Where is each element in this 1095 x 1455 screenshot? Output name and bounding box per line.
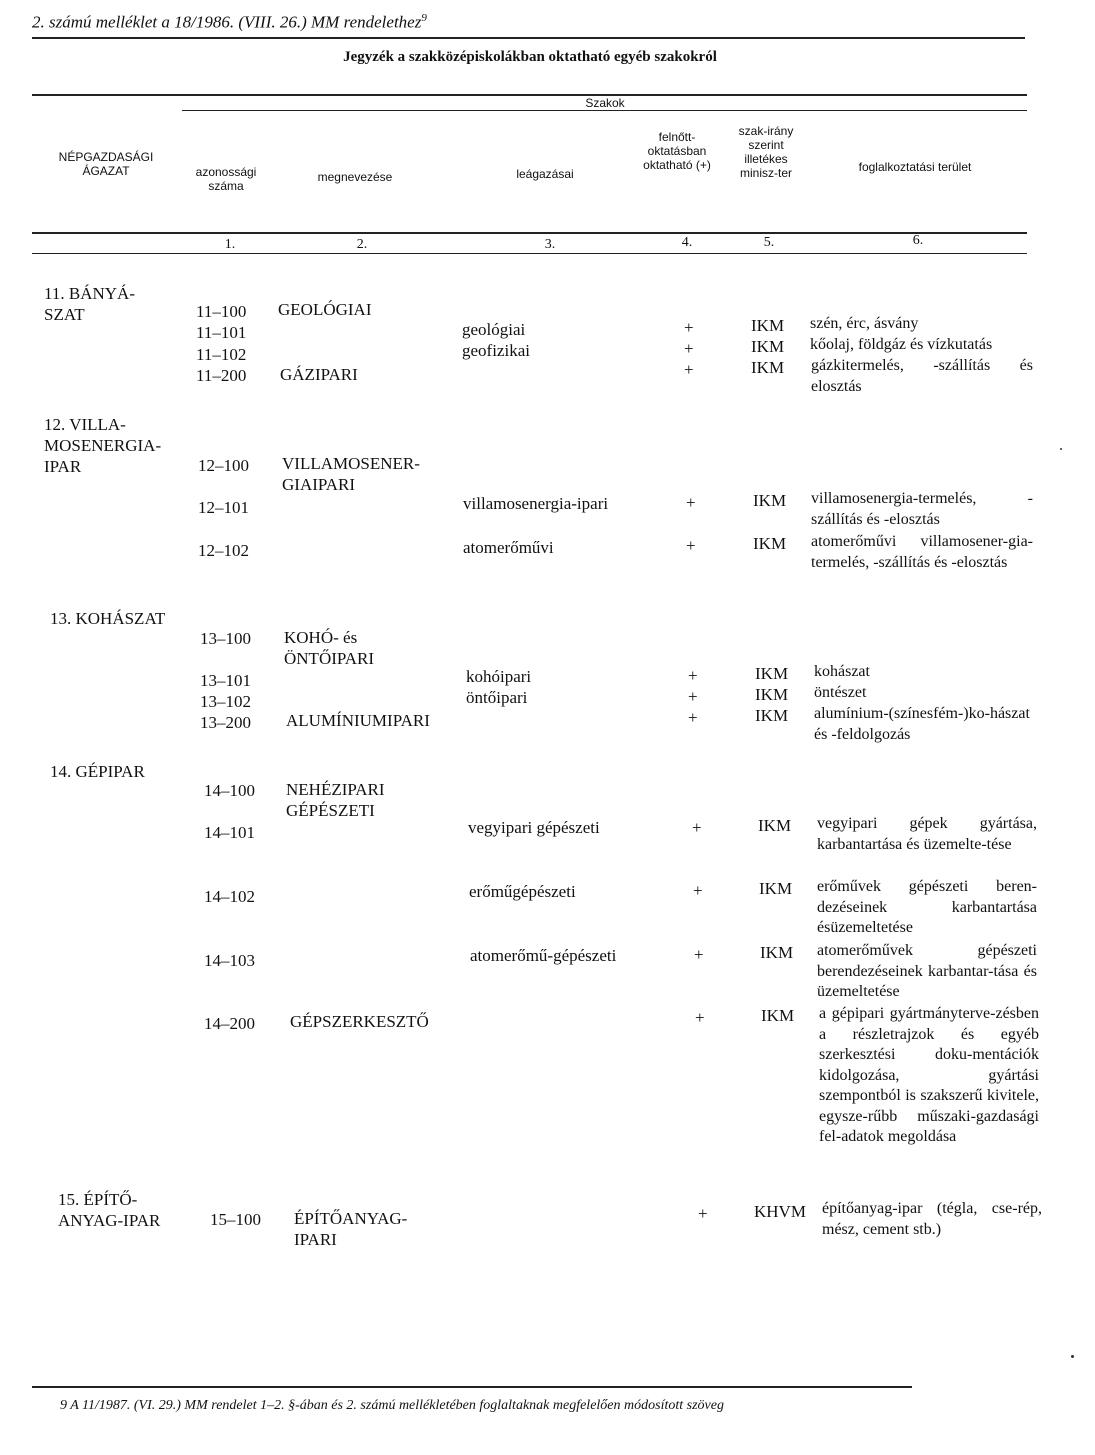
row-name: GÉPSZERKESZTŐ	[290, 1012, 429, 1031]
col-number: 3.	[544, 237, 556, 252]
col-number: 4.	[681, 235, 693, 250]
row-adult: +	[688, 687, 698, 706]
row-occupation: kőolaj, földgáz és vízkutatás	[810, 336, 993, 353]
sector-label: 13. KOHÁSZAT	[50, 609, 166, 628]
scan-speck	[1060, 448, 1062, 450]
row-adult: +	[686, 493, 696, 512]
row-adult: +	[686, 536, 696, 555]
row-branch: kohóipari	[466, 667, 532, 686]
sector-label: 11. BÁNYÁ-SZAT	[44, 284, 135, 324]
row-occupation: atomerőművek gépészeti berendezéseinek karbantar-tása és üzemeltetése	[817, 942, 1037, 1000]
row-branch: villamosenergia-ipari	[463, 494, 609, 513]
header-bottom-rule	[32, 232, 1027, 234]
row-occupation: vegyipari gépek gyártása, karbantartása és üzemelte-tése	[817, 815, 1037, 853]
footnote-ref: 9	[421, 12, 427, 24]
header-underline	[32, 37, 1025, 39]
col-header-branches: leágazásai	[516, 167, 574, 181]
row-occupation: atomerőművi villamosener-gia-termelés, -szállítás és -elosztás	[811, 533, 1033, 571]
row-id: 13–100	[200, 629, 251, 648]
row-adult: +	[684, 339, 694, 358]
row-ministry: IKM	[760, 943, 794, 962]
sector-label: 12. VILLA-MOSENERGIA-IPAR	[44, 415, 162, 476]
row-id: 11–200	[196, 366, 247, 385]
row-name: VILLAMOSENER-GIAIPARI	[282, 454, 420, 494]
sector-label: 14. GÉPIPAR	[50, 762, 145, 781]
row-adult: +	[698, 1204, 708, 1223]
row-branch: erőműgépészeti	[469, 882, 576, 901]
row-name: GEOLÓGIAI	[278, 300, 372, 319]
row-adult: +	[684, 360, 694, 379]
col-header-adult: felnőtt-oktatásban oktatható (+)	[643, 130, 711, 172]
row-name: ÉPÍTŐANYAG-IPARI	[294, 1209, 408, 1249]
row-id: 12–101	[198, 498, 249, 517]
row-id: 13–101	[200, 671, 251, 690]
group-header-szakok: Szakok	[585, 96, 625, 110]
sector-label: 15. ÉPÍTŐ-ANYAG-IPAR	[58, 1190, 161, 1230]
row-adult: +	[688, 708, 698, 727]
table-top-rule	[32, 94, 1027, 96]
col-number: 6.	[912, 233, 924, 248]
row-id: 14–101	[204, 823, 255, 842]
footnote-rule	[32, 1386, 912, 1388]
row-ministry: IKM	[758, 816, 792, 835]
row-occupation: kohászat	[814, 663, 870, 680]
row-ministry: IKM	[755, 664, 789, 683]
row-id: 15–100	[210, 1210, 261, 1229]
col-header-name: megnevezése	[317, 170, 393, 184]
col-header-ministry: szak-irány szerint illetékes minisz-ter	[738, 124, 794, 180]
row-occupation: erőművek gépészeti beren-dezéseinek karbantartása ésüzemeltetése	[817, 878, 1037, 936]
row-ministry: IKM	[751, 358, 785, 377]
row-occupation: szén, érc, ásvány	[810, 315, 919, 332]
row-id: 11–100	[196, 302, 247, 321]
row-branch: öntőipari	[466, 688, 528, 707]
row-ministry: KHVM	[754, 1202, 806, 1221]
row-id: 13–102	[200, 692, 251, 711]
col-header-sector: NÉPGAZDASÁGI ÁGAZAT	[58, 150, 154, 178]
row-id: 13–200	[200, 713, 251, 732]
row-ministry: IKM	[751, 337, 785, 356]
row-id: 12–100	[198, 456, 249, 475]
col-header-id: azonossági száma	[195, 165, 257, 193]
row-occupation: villamosenergia-termelés, -szállítás és -elosztás	[811, 490, 1033, 528]
col-header-occupation: foglalkoztatási terület	[858, 160, 972, 174]
row-ministry: IKM	[761, 1006, 795, 1025]
row-ministry: IKM	[751, 316, 785, 335]
row-ministry: IKM	[753, 491, 787, 510]
row-occupation: alumínium-(színesfém-)ko-hászat és -feldolgozás	[814, 705, 1030, 743]
row-id: 14–200	[204, 1014, 255, 1033]
footnote: 9 A 11/1987. (VI. 29.) MM rendelet 1–2. §-ában és 2. számú mellékletében foglaltaknak megfelelően módosított szöveg	[60, 1398, 724, 1413]
row-name: KOHÓ- és ÖNTŐIPARI	[284, 628, 375, 668]
row-ministry: IKM	[759, 879, 793, 898]
row-adult: +	[692, 818, 702, 837]
row-id: 14–102	[204, 887, 255, 906]
szakok-rule	[182, 110, 1027, 111]
document-title: Jegyzék a szakközépiskolákban oktatható egyéb szakokról	[343, 49, 717, 65]
row-ministry: IKM	[755, 685, 789, 704]
col-number: 1.	[224, 237, 236, 252]
row-id: 14–100	[204, 781, 255, 800]
row-occupation: építőanyag-ipar (tégla, cse-rép, mész, cement stb.)	[822, 1200, 1042, 1238]
row-occupation: öntészet	[814, 684, 867, 701]
row-branch: geofizikai	[462, 341, 530, 360]
row-branch: atomerőmű-gépészeti	[470, 946, 617, 965]
row-adult: +	[695, 1008, 705, 1027]
row-name: ALUMÍNIUMIPARI	[286, 711, 430, 730]
row-adult: +	[688, 666, 698, 685]
row-branch: atomerőművi	[463, 538, 554, 557]
row-ministry: IKM	[755, 706, 789, 725]
row-id: 14–103	[204, 951, 255, 970]
row-id: 11–102	[196, 345, 247, 364]
row-id: 11–101	[196, 323, 247, 342]
row-ministry: IKM	[753, 534, 787, 553]
row-name: NEHÉZIPARI GÉPÉSZETI	[286, 780, 385, 820]
colnum-rule	[32, 253, 1027, 254]
col-number: 5.	[763, 235, 775, 250]
row-adult: +	[694, 945, 704, 964]
row-branch: vegyipari gépészeti	[468, 818, 600, 837]
row-adult: +	[693, 881, 703, 900]
annex-title: 2. számú melléklet a 18/1986. (VIII. 26.) MM rendelethez$^9$	[32, 12, 427, 32]
row-occupation: a gépipari gyártmányterve-zésben a részletrajzok és egyéb szerkesztési doku-mentációk kidolgozása, gyártási szempontból is szakszerű kivitele, egysze-rűbb műszaki-gazdasági fel-adatok megoldása	[819, 1005, 1039, 1145]
scan-speck	[1071, 1355, 1074, 1358]
col-number: 2.	[356, 237, 368, 252]
row-id: 12–102	[198, 541, 249, 560]
row-occupation: gázkitermelés, -szállítás és elosztás	[811, 357, 1033, 395]
row-branch: geológiai	[462, 320, 526, 339]
row-name: GÁZIPARI	[280, 365, 358, 384]
row-adult: +	[684, 318, 694, 337]
